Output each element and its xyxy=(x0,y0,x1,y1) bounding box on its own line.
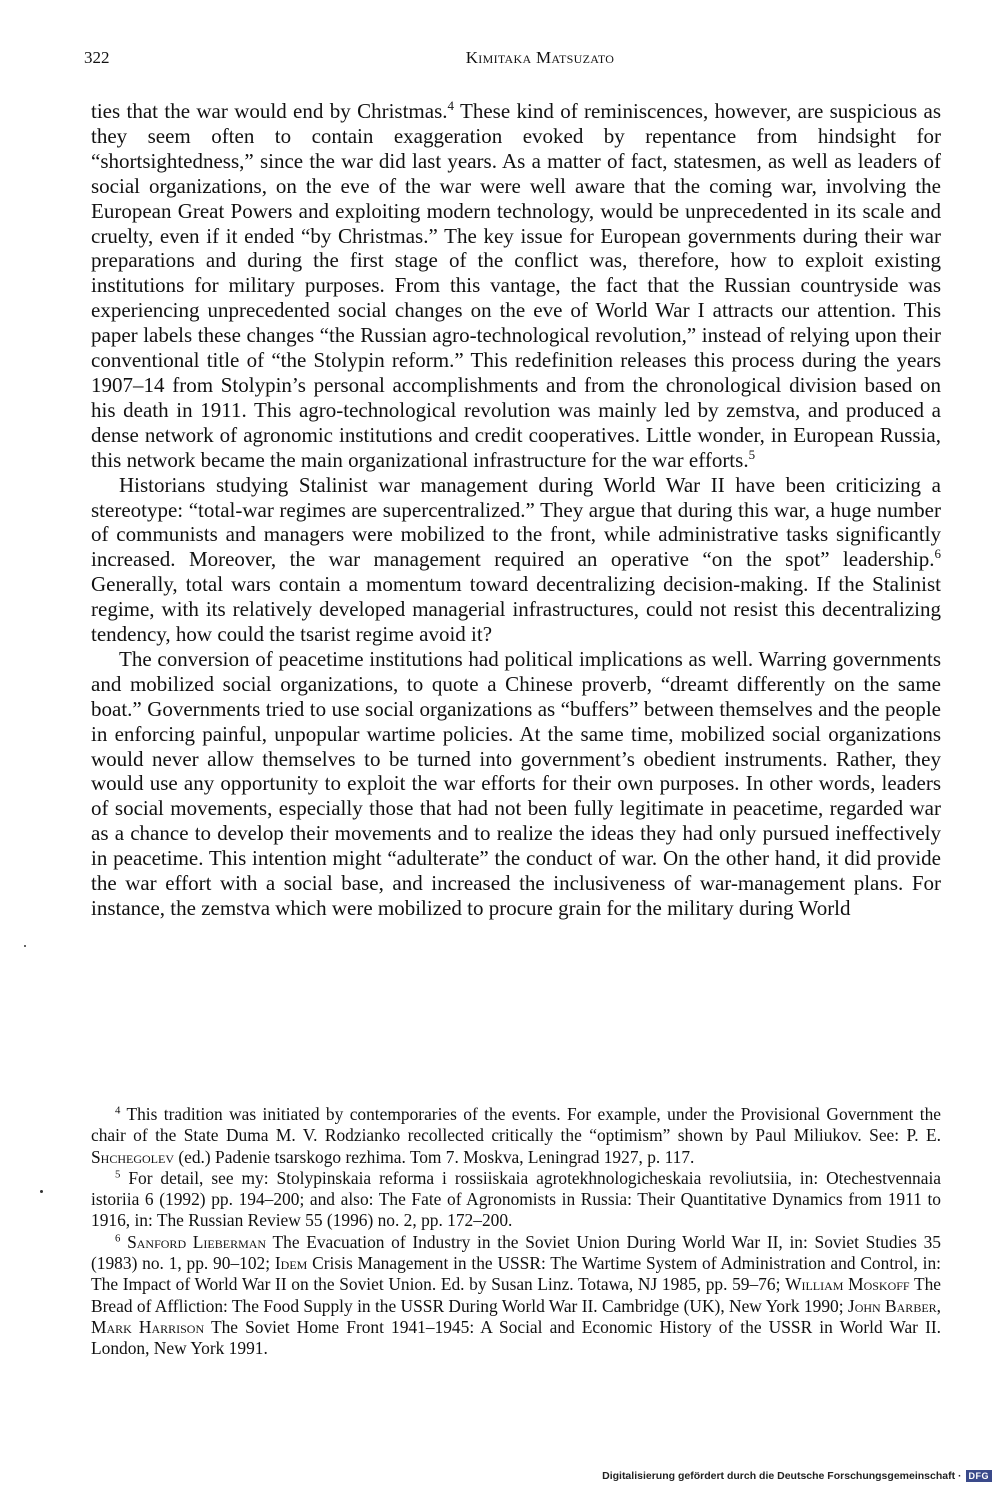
page-number: 322 xyxy=(84,48,110,67)
digitization-credit xyxy=(602,1470,992,1482)
footnotes xyxy=(91,1104,941,1360)
body-text xyxy=(91,99,941,921)
footnote-number: 5 xyxy=(115,1168,121,1181)
paragraph-text: These kind of reminiscences, however, are suspicious as they seem often to contain exaggeration evoked by repentance from hindsight for “shortsightedness,” since the war did last years. As a matter of fact, statesmen, as well as leaders of social organizations, on the eve of the war were well aware that the coming war, involving the European Great Powers and exploiting modern technology, would be unprecedented in its scale and cruelty, even if it ended “by Christmas.” The key issue for European governments during their war preparations and during the first stage of the conflict was, therefore, how to exploit existing institutions for military purposes. From this vantage, the fact that the Russian countryside was experiencing unprecedented social changes on the eve of World War I attracts our attention. This paper labels these changes “the Russian agro-technological revolution,” instead of relying upon their conventional title of “the Stolypin reform.” This redefinition releases this process during the years 1907–14 from Stolypin’s personal accomplishments and from the chronological division based on his death in 1911. This agro-technological revolution was mainly led by zemstva, and produced a dense network of agronomic institutions and credit cooperatives. Little wonder, in European Russia, this network became the main organizational infrastructure for the war efforts. xyxy=(91,99,941,472)
footnote-4 xyxy=(91,1104,941,1168)
footnote-ref: 5 xyxy=(748,446,756,462)
footnote-text: The Bread of Affliction: The Food Supply in the USSR During World War II. Cambridge (UK), New York 1990; xyxy=(91,1274,941,1316)
paragraph-1 xyxy=(91,99,941,473)
author-name: John Barber, Mark Harrison xyxy=(91,1295,942,1337)
footnote-text: The Soviet Home Front 1941–1945: A Social and Economic History of the USSR in World War II. London, New York 1991. xyxy=(91,1316,942,1359)
footnote-6 xyxy=(91,1232,941,1360)
footnote-number: 4 xyxy=(115,1104,121,1117)
credit-text: Digitalisierung gefördert durch die Deutsche Forschungsgemeinschaft · xyxy=(602,1470,962,1482)
footnote-ref: 6 xyxy=(934,546,941,562)
paragraph-text: ties that the war would end by Christmas. xyxy=(91,99,448,123)
running-head: Kimitaka Matsuzato xyxy=(465,48,615,67)
paragraph-text: Historians studying Stalinist war management during World War II have been criticizing a stereotype: “total-war regimes are supercentralized.” They argue that during this war, a huge number of communists and managers were mobilized to the front, while administrative tasks significantly increased. Moreover, the war management required an operative “on the spot” leadership. xyxy=(91,472,941,572)
footnote-text: For detail, see my: Stolypinskaia reforma i rossiiskaia agrotekhnologicheskaia revoliutsiia, in: Otechestvennaia istoriia 6 (1992) pp. 194–200; and also: The Fate of Agronomists in Russia: Their Quantitative Dynamics from 1911 to 1916, in: The Russian Review 55 (1996) no. 2, pp. 172–200. xyxy=(91,1167,941,1231)
author-name: William Moskoff xyxy=(785,1274,910,1295)
scan-speck xyxy=(24,945,26,947)
footnote-text: Crisis Management in the USSR: The Wartime System of Administration and Control, in: The Impact of World War II on the Soviet Union. Ed. by Susan Linz. Totawa, NJ 1985, pp. 59–76; xyxy=(91,1253,941,1295)
paragraph-2 xyxy=(91,473,941,647)
footnote-5 xyxy=(91,1168,941,1232)
footnote-text: (ed.) Padenie tsarskogo rezhima. Tom 7. Moskva, Leningrad 1927, p. 117. xyxy=(174,1146,695,1167)
dfg-logo-icon: DFG xyxy=(966,1470,993,1482)
footnote-text: The Evacuation of Industry in the Soviet Union During World War II, in: Soviet Studies 35 (1983) no. 1, pp. 90–102; xyxy=(91,1231,941,1274)
footnote-number: 6 xyxy=(115,1232,121,1245)
author-name: Idem xyxy=(274,1253,308,1274)
paragraph-text: Generally, total wars contain a momentum toward decentralizing decision-making. If the Stalinist regime, with its relatively developed managerial infrastructures, could not resist this decentralizing tendency, how could the tsarist regime avoid it? xyxy=(91,572,941,647)
footnote-text: This tradition was initiated by contemporaries of the events. For example, under the Provisional Government the chair of the State Duma M. V. Rodzianko recollected critically the “optimism” shown by Paul Miliukov. See: P. E. xyxy=(91,1104,941,1146)
author-name: Sanford Lieberman xyxy=(127,1231,267,1252)
author-name: Shchegolev xyxy=(91,1146,174,1167)
paragraph-3: The conversion of peacetime institutions had political implications as well. Warring governments and mobilized social organizations, to quote a Chinese proverb, “dreamt differently on the same boat.” Governments tried to use social organizations as “buffers” between themselves and the people in enforcing painful, unpopular wartime policies. At the same time, mobilized social organizations would never allow themselves to be turned into government’s obedient instruments. Rather, they would use any opportunity to exploit the war efforts for their own purposes. In other words, leaders of social movements, especially those that had not been fully legitimate in peacetime, regarded war as a chance to develop their movements and to realize the ideas they had only pursued ineffectively in peacetime. This intention might “adulterate” the conduct of war. On the other hand, it did provide the war effort with a social base, and increased the inclusiveness of war-management plans. For instance, the zemstva which were mobilized to procure grain for the military during World xyxy=(91,646,941,920)
footnote-ref: 4 xyxy=(447,97,455,113)
scan-speck xyxy=(40,1190,43,1193)
